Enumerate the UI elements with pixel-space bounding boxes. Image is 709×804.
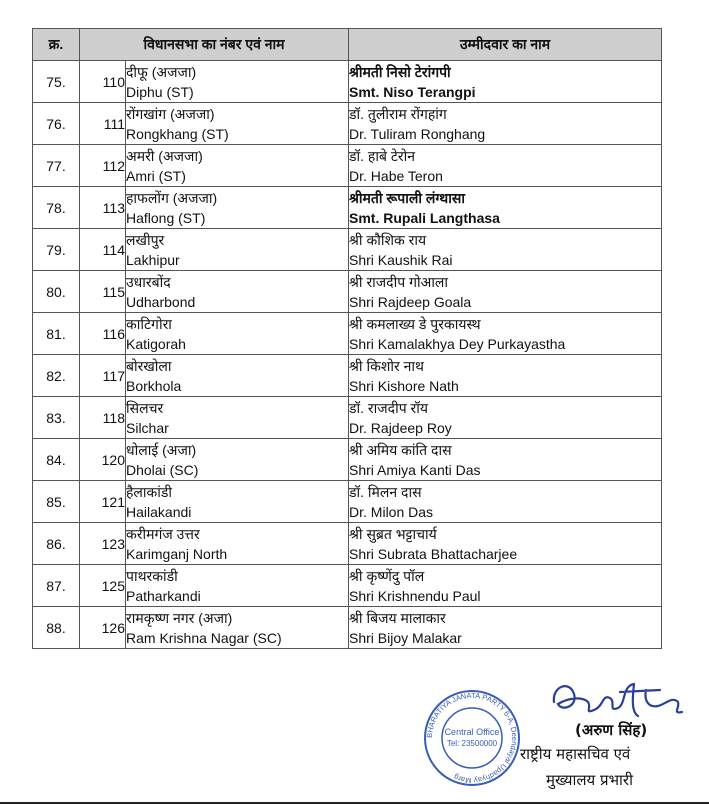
table-row bbox=[33, 145, 662, 187]
serial-number: 77. bbox=[33, 145, 80, 187]
candidate-name-hindi: श्री अमिय कांति दास bbox=[349, 441, 452, 458]
serial-number: 76. bbox=[33, 103, 80, 145]
constituency-number: 125 bbox=[80, 565, 126, 607]
candidate-name-english: Dr. Habe Teron bbox=[349, 167, 443, 184]
serial-number: 87. bbox=[33, 565, 80, 607]
serial-number: 84. bbox=[33, 439, 80, 481]
constituency-number: 110 bbox=[80, 61, 126, 103]
constituency-name-hindi: हैलाकांडी bbox=[126, 483, 173, 500]
table-row bbox=[33, 481, 662, 523]
constituency-name bbox=[126, 439, 349, 481]
candidate-name-hindi: डॉ. हाबे टेरोन bbox=[349, 147, 416, 164]
constituency-name-english: Dholai (SC) bbox=[126, 461, 199, 478]
constituency-name-hindi: दीफू (अजजा) bbox=[126, 63, 197, 80]
serial-number: 79. bbox=[33, 229, 80, 271]
constituency-name bbox=[126, 271, 349, 313]
candidate-name-english: Smt. Niso Terangpi bbox=[349, 83, 476, 100]
table-row bbox=[33, 355, 662, 397]
constituency-name bbox=[126, 481, 349, 523]
constituency-name-hindi: उधारबोंद bbox=[126, 273, 171, 290]
constituency-name bbox=[126, 397, 349, 439]
candidate-name-english: Shri Krishnendu Paul bbox=[349, 587, 481, 604]
seal-center-line1: Central Office bbox=[444, 727, 500, 737]
constituency-number: 118 bbox=[80, 397, 126, 439]
constituency-name-english: Silchar bbox=[126, 419, 169, 436]
constituency-name bbox=[126, 565, 349, 607]
table-row bbox=[33, 607, 662, 649]
constituency-name-hindi: लखीपुर bbox=[126, 231, 165, 248]
candidate-name-english: Dr. Rajdeep Roy bbox=[349, 419, 452, 436]
header-serial: क्र. bbox=[33, 29, 80, 61]
candidate-name-hindi: डॉ. राजदीप रॉय bbox=[349, 399, 429, 416]
table-row bbox=[33, 565, 662, 607]
candidate-name bbox=[349, 523, 662, 565]
candidate-name-hindi: श्रीमती निसो टेरांगपी bbox=[349, 63, 451, 80]
candidate-name bbox=[349, 187, 662, 229]
constituency-name-hindi: अमरी (अजजा) bbox=[126, 147, 203, 164]
constituency-number: 123 bbox=[80, 523, 126, 565]
constituency-name bbox=[126, 313, 349, 355]
constituency-name-english: Lakhipur bbox=[126, 251, 180, 268]
candidate-name-hindi: डॉ. मिलन दास bbox=[349, 483, 422, 500]
candidate-name bbox=[349, 103, 662, 145]
table-row bbox=[33, 103, 662, 145]
constituency-name bbox=[126, 103, 349, 145]
constituency-number: 117 bbox=[80, 355, 126, 397]
candidate-name bbox=[349, 229, 662, 271]
candidate-name-english: Shri Bijoy Malakar bbox=[349, 629, 462, 646]
table-row bbox=[33, 229, 662, 271]
candidate-name-hindi: श्री कृष्णेंदु पॉल bbox=[349, 567, 425, 584]
serial-number: 83. bbox=[33, 397, 80, 439]
candidate-name bbox=[349, 355, 662, 397]
constituency-number: 111 bbox=[80, 103, 126, 145]
candidate-name-hindi: श्री किशोर नाथ bbox=[349, 357, 424, 374]
constituency-name bbox=[126, 523, 349, 565]
candidate-name-hindi: श्री कमलाख्य डे पुरकायस्थ bbox=[349, 315, 481, 332]
constituency-name-english: Udharbond bbox=[126, 293, 196, 310]
party-seal bbox=[416, 688, 528, 788]
constituency-number: 121 bbox=[80, 481, 126, 523]
header-constituency: विधानसभा का नंबर एवं नाम bbox=[80, 29, 349, 61]
candidate-name bbox=[349, 271, 662, 313]
serial-number: 86. bbox=[33, 523, 80, 565]
constituency-name-hindi: सिलचर bbox=[126, 399, 164, 416]
constituency-name-hindi: पाथरकांडी bbox=[126, 567, 178, 584]
constituency-name-english: Diphu (ST) bbox=[126, 83, 194, 100]
table-row bbox=[33, 313, 662, 355]
table-row bbox=[33, 187, 662, 229]
constituency-name bbox=[126, 607, 349, 649]
constituency-number: 113 bbox=[80, 187, 126, 229]
constituency-name-english: Rongkhang (ST) bbox=[126, 125, 229, 142]
constituency-name-hindi: करीमगंज उत्तर bbox=[126, 525, 200, 542]
serial-number: 81. bbox=[33, 313, 80, 355]
constituency-name bbox=[126, 355, 349, 397]
candidate-name bbox=[349, 61, 662, 103]
table-row bbox=[33, 397, 662, 439]
signatory-name: (अरुण सिंह) bbox=[575, 721, 648, 739]
seal-ring-text: BHARATIYA JANATA PARTY 6-A, Deendayal Upadhyay Marg bbox=[424, 690, 520, 786]
constituency-number: 116 bbox=[80, 313, 126, 355]
constituency-name-hindi: हाफलोंग (अजजा) bbox=[126, 189, 218, 206]
table-row bbox=[33, 439, 662, 481]
candidate-name-hindi: श्री राजदीप गोआला bbox=[349, 273, 449, 290]
constituency-name-english: Haflong (ST) bbox=[126, 209, 206, 226]
candidate-name-hindi: श्री कौशिक राय bbox=[349, 231, 427, 248]
constituency-number: 126 bbox=[80, 607, 126, 649]
table-row bbox=[33, 523, 662, 565]
table-row bbox=[33, 61, 662, 103]
candidate-name-english: Shri Rajdeep Goala bbox=[349, 293, 472, 310]
constituency-name bbox=[126, 145, 349, 187]
candidate-name bbox=[349, 565, 662, 607]
candidate-name bbox=[349, 397, 662, 439]
constituency-name-english: Patharkandi bbox=[126, 587, 201, 604]
candidate-name-english: Dr. Tuliram Ronghang bbox=[349, 125, 486, 142]
candidate-name bbox=[349, 607, 662, 649]
candidate-name-hindi: श्री बिजय मालाकार bbox=[349, 609, 446, 626]
serial-number: 80. bbox=[33, 271, 80, 313]
constituency-name-english: Amri (ST) bbox=[126, 167, 186, 184]
constituency-name-english: Katigorah bbox=[126, 335, 186, 352]
constituency-name-hindi: धोलाई (अजा) bbox=[126, 441, 197, 458]
constituency-name-hindi: रोंगखांग (अजजा) bbox=[126, 105, 215, 122]
candidate-name-english: Dr. Milon Das bbox=[349, 503, 434, 520]
candidate-name-english: Shri Amiya Kanti Das bbox=[349, 461, 481, 478]
signatory-title-2: मुख्यालय प्रभारी bbox=[546, 771, 633, 789]
candidate-name-english: Shri Kishore Nath bbox=[349, 377, 459, 394]
candidate-name-hindi: श्रीमती रूपाली लंग्थासा bbox=[349, 189, 465, 206]
seal-center-line2: Tel: 23500000 bbox=[446, 739, 498, 748]
candidate-name-english: Shri Kaushik Rai bbox=[349, 251, 453, 268]
candidate-name-hindi: डॉ. तुलीराम रोंगहांग bbox=[349, 105, 447, 122]
constituency-name-english: Ram Krishna Nagar (SC) bbox=[126, 629, 282, 646]
serial-number: 88. bbox=[33, 607, 80, 649]
constituency-number: 120 bbox=[80, 439, 126, 481]
constituency-name bbox=[126, 187, 349, 229]
candidate-name-english: Shri Subrata Bhattacharjee bbox=[349, 545, 518, 562]
constituency-number: 114 bbox=[80, 229, 126, 271]
candidate-name bbox=[349, 313, 662, 355]
constituency-name-hindi: काटिगोरा bbox=[126, 315, 172, 332]
constituency-number: 115 bbox=[80, 271, 126, 313]
candidate-name bbox=[349, 481, 662, 523]
candidate-name-english: Shri Kamalakhya Dey Purkayastha bbox=[349, 335, 566, 352]
constituency-name-hindi: रामकृष्ण नगर (अजा) bbox=[126, 609, 233, 626]
constituency-name-english: Karimganj North bbox=[126, 545, 228, 562]
candidate-name bbox=[349, 439, 662, 481]
candidate-name-english: Smt. Rupali Langthasa bbox=[349, 209, 500, 226]
constituency-name-english: Hailakandi bbox=[126, 503, 192, 520]
serial-number: 85. bbox=[33, 481, 80, 523]
table-header-row bbox=[33, 29, 662, 61]
serial-number: 82. bbox=[33, 355, 80, 397]
serial-number: 75. bbox=[33, 61, 80, 103]
serial-number: 78. bbox=[33, 187, 80, 229]
header-candidate: उम्मीदवार का नाम bbox=[349, 29, 662, 61]
signatory-title-1: राष्ट्रीय महासचिव एवं bbox=[520, 745, 631, 763]
table-row bbox=[33, 271, 662, 313]
constituency-name bbox=[126, 61, 349, 103]
constituency-number: 112 bbox=[80, 145, 126, 187]
candidate-table bbox=[32, 28, 662, 649]
candidate-name-hindi: श्री सुब्रत भट्टाचार्य bbox=[349, 525, 437, 542]
constituency-name-hindi: बोरखोला bbox=[126, 357, 172, 374]
candidate-name bbox=[349, 145, 662, 187]
constituency-name bbox=[126, 229, 349, 271]
constituency-name-english: Borkhola bbox=[126, 377, 182, 394]
